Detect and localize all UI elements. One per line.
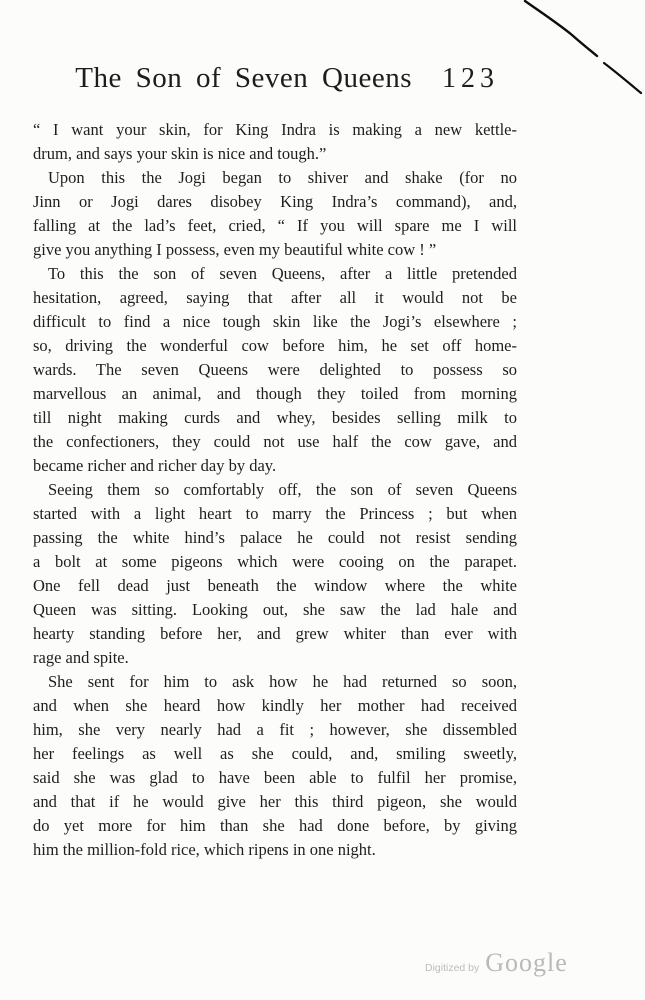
text-line: said she was glad to have been able to fulfil her promise, <box>33 768 517 787</box>
text-line: the confectioners, they could not use half the cow gave, and <box>33 432 517 451</box>
text-line: Seeing them so comfortably off, the son of seven Queens <box>48 480 517 499</box>
paragraph <box>33 262 517 478</box>
text-line: passing the white hind’s palace he could not resist sending <box>33 528 517 547</box>
text-line: drum, and says your skin is nice and tough.” <box>33 144 327 163</box>
page-number: 123 <box>442 63 499 94</box>
text-line: difficult to find a nice tough skin like the Jogi’s elsewhere ; <box>33 312 517 331</box>
paragraph <box>33 118 517 166</box>
text-line: do yet more for him than she had done before, by giving <box>33 816 517 835</box>
text-line: and when she heard how kindly her mother had received <box>33 696 517 715</box>
text-line: Upon this the Jogi began to shiver and shake (for no <box>48 168 517 187</box>
text-line: falling at the lad’s feet, cried, “ If you will spare me I will <box>33 216 517 235</box>
text-line: so, driving the wonderful cow before him, he set off home- <box>33 336 517 355</box>
running-title: The Son of Seven Queens <box>75 62 412 94</box>
paragraph <box>33 670 517 862</box>
text-line: hearty standing before her, and grew whiter than ever with <box>33 624 517 643</box>
text-line: rage and spite. <box>33 648 129 667</box>
text-line: and that if he would give her this third pigeon, she would <box>33 792 517 811</box>
paragraph <box>33 166 517 262</box>
text-line: a bolt at some pigeons which were cooing on the parapet. <box>33 552 517 571</box>
digitized-by-label: Digitized by <box>425 962 480 974</box>
text-line: give you anything I possess, even my beautiful white cow ! ” <box>33 240 437 259</box>
text-line: “ I want your skin, for King Indra is making a new kettle- <box>33 120 517 139</box>
text-line: her feelings as well as she could, and, smiling sweetly, <box>33 744 517 763</box>
text-line: Queen was sitting. Looking out, she saw the lad hale and <box>33 600 517 619</box>
digitized-watermark <box>425 948 568 978</box>
text-line: till night making curds and whey, besides selling milk to <box>33 408 517 427</box>
text-line: marvellous an animal, and though they toiled from morning <box>33 384 517 403</box>
text-line: wards. The seven Queens were delighted to possess so <box>33 360 517 379</box>
text-line: started with a light heart to marry the Princess ; but when <box>33 504 517 523</box>
text-line: To this the son of seven Queens, after a little pretended <box>48 264 517 283</box>
page-header <box>33 62 517 95</box>
text-line: him the million-fold rice, which ripens in one night. <box>33 840 376 859</box>
text-line: One fell dead just beneath the window where the white <box>33 576 517 595</box>
google-logo: Google <box>485 948 568 977</box>
paragraph <box>33 478 517 670</box>
text-line: him, she very nearly had a fit ; however, she dissembled <box>33 720 517 739</box>
text-line: She sent for him to ask how he had returned so soon, <box>48 672 517 691</box>
text-line: became richer and richer day by day. <box>33 456 277 475</box>
text-line: Jinn or Jogi dares disobey King Indra’s command), and, <box>33 192 517 211</box>
text-line: hesitation, agreed, saying that after all it would not be <box>33 288 517 307</box>
page-text <box>33 118 517 862</box>
